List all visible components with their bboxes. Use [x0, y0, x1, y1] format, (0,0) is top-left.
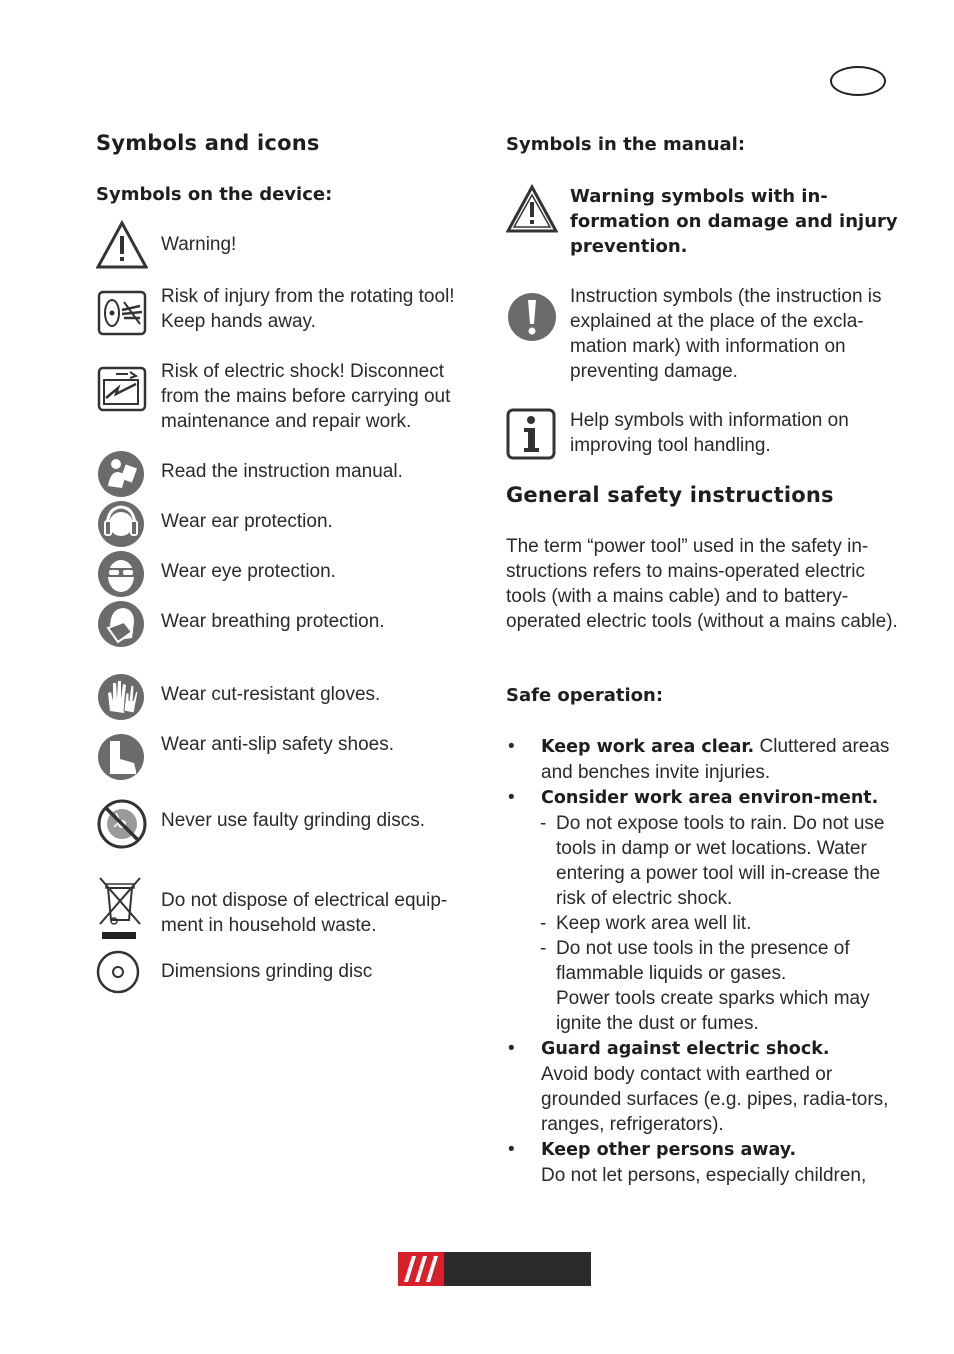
dash-mark: - [540, 813, 547, 834]
read-manual-icon [96, 448, 148, 500]
device-symbol-text: Warning! [161, 234, 237, 255]
eye-protection-icon [96, 548, 148, 600]
general-safety-heading: General safety instructions [506, 483, 834, 507]
ear-protection-icon [96, 498, 148, 550]
device-symbol-row [96, 548, 486, 600]
bullet-dot: • [508, 787, 515, 808]
manual-symbol-text: Help symbols with information on improving tool handling. [570, 410, 849, 456]
bullet-item [506, 734, 898, 785]
dash-mark: - [540, 938, 547, 959]
breathing-protection-icon [96, 598, 148, 650]
manual-symbol-text: Warning symbols with in-formation on damage and injury prevention. [570, 186, 898, 257]
device-symbol-text: Risk of injury from the rotating tool! Keep hands away. [161, 286, 455, 332]
device-symbol-text: Read the instruction manual. [161, 461, 403, 482]
safe-operation-heading: Safe operation: [506, 685, 664, 706]
device-symbol-row [96, 220, 486, 272]
device-symbol-row [96, 947, 486, 999]
device-symbol-row [96, 731, 486, 783]
rotating-tool-icon [96, 288, 148, 340]
device-symbol-text: Never use faulty grinding discs. [161, 810, 426, 831]
dash-item [506, 911, 898, 936]
section-heading-symbols-icons: Symbols and icons [96, 131, 320, 155]
device-symbol-text: Wear eye protection. [161, 561, 336, 582]
device-symbol-row [96, 671, 486, 723]
electric-shock-plug-icon [96, 364, 148, 416]
no-faulty-disc-icon [96, 797, 148, 849]
device-symbol-row [96, 498, 486, 550]
dash-mark: - [540, 913, 547, 934]
dash-text: Do not use tools in the presence of flammable liquids or gases. [556, 938, 850, 984]
safety-bullet-list [506, 734, 898, 1188]
device-symbol-text: Wear cut-resistant gloves. [161, 684, 381, 705]
dash-text: Do not expose tools to rain. Do not use tools in damp or wet locations. Water entering a power tool will in-crease the risk of electric shock. [556, 813, 885, 909]
dash-text: Keep work area well lit. [556, 913, 752, 934]
general-intro-paragraph: The term “power tool” used in the safety in-structions refers to mains-operated electric tools (with a mains cable) and to battery-operated electric tools (without a mains cable). [506, 536, 898, 632]
parkside-logo [398, 1252, 591, 1286]
device-symbol-row [96, 361, 486, 432]
dash-item [506, 936, 898, 986]
bullet-heading: Keep work area clear. [541, 737, 755, 757]
device-symbol-text: Risk of electric shock! Disconnect from the mains before carrying out maintenance and repair work. [161, 361, 451, 432]
device-symbols-heading: Symbols on the device: [96, 184, 333, 205]
dash-item [506, 811, 898, 911]
manual-symbols-heading: Symbols in the manual: [506, 134, 746, 155]
bullet-heading: Consider work area environ-ment. [541, 788, 879, 808]
bullet-item [506, 785, 898, 811]
device-symbol-row [96, 448, 486, 500]
safety-shoes-icon [96, 731, 148, 783]
info-icon [506, 408, 558, 460]
bullet-item [506, 1036, 898, 1062]
language-oval [830, 66, 886, 96]
device-symbol-text: Do not dispose of electrical equip-ment in household waste. [161, 890, 448, 936]
device-symbol-text: Dimensions grinding disc [161, 961, 373, 982]
bullet-text: Avoid body contact with earthed or grounded surfaces (e.g. pipes, radia-tors, ranges, refrigerators). [541, 1064, 889, 1135]
manual-symbol-text: Instruction symbols (the instruction is explained at the place of the excla-mation mark) with information on preventing damage. [570, 286, 882, 382]
device-symbol-text: Wear anti-slip safety shoes. [161, 734, 395, 755]
device-symbol-row [96, 598, 486, 650]
device-symbol-text: Wear breathing protection. [161, 611, 385, 632]
gloves-icon [96, 671, 148, 723]
bullet-item [506, 1137, 898, 1163]
dash-continuation: Power tools create sparks which may ignite the dust or fumes. [556, 988, 870, 1034]
device-symbol-row [96, 288, 486, 340]
bullet-dot: • [508, 736, 515, 757]
bullet-dot: • [508, 1038, 515, 1059]
warning-triangle-icon [96, 220, 148, 272]
warning-triangle-icon [506, 184, 558, 236]
bullet-text: Cluttered areas and benches invite injuries. [541, 736, 890, 783]
device-symbol-text: Wear ear protection. [161, 511, 333, 532]
device-symbol-row [96, 876, 486, 940]
bullet-dot: • [508, 1139, 515, 1160]
bullet-text: Do not let persons, especially children, [541, 1165, 867, 1186]
exclamation-circle-icon [506, 290, 558, 342]
device-symbol-row [96, 797, 486, 849]
crossed-bin-icon [96, 876, 148, 940]
bullet-heading: Keep other persons away. [541, 1140, 797, 1160]
disc-dimension-icon [96, 947, 148, 999]
bullet-heading: Guard against electric shock. [541, 1039, 830, 1059]
